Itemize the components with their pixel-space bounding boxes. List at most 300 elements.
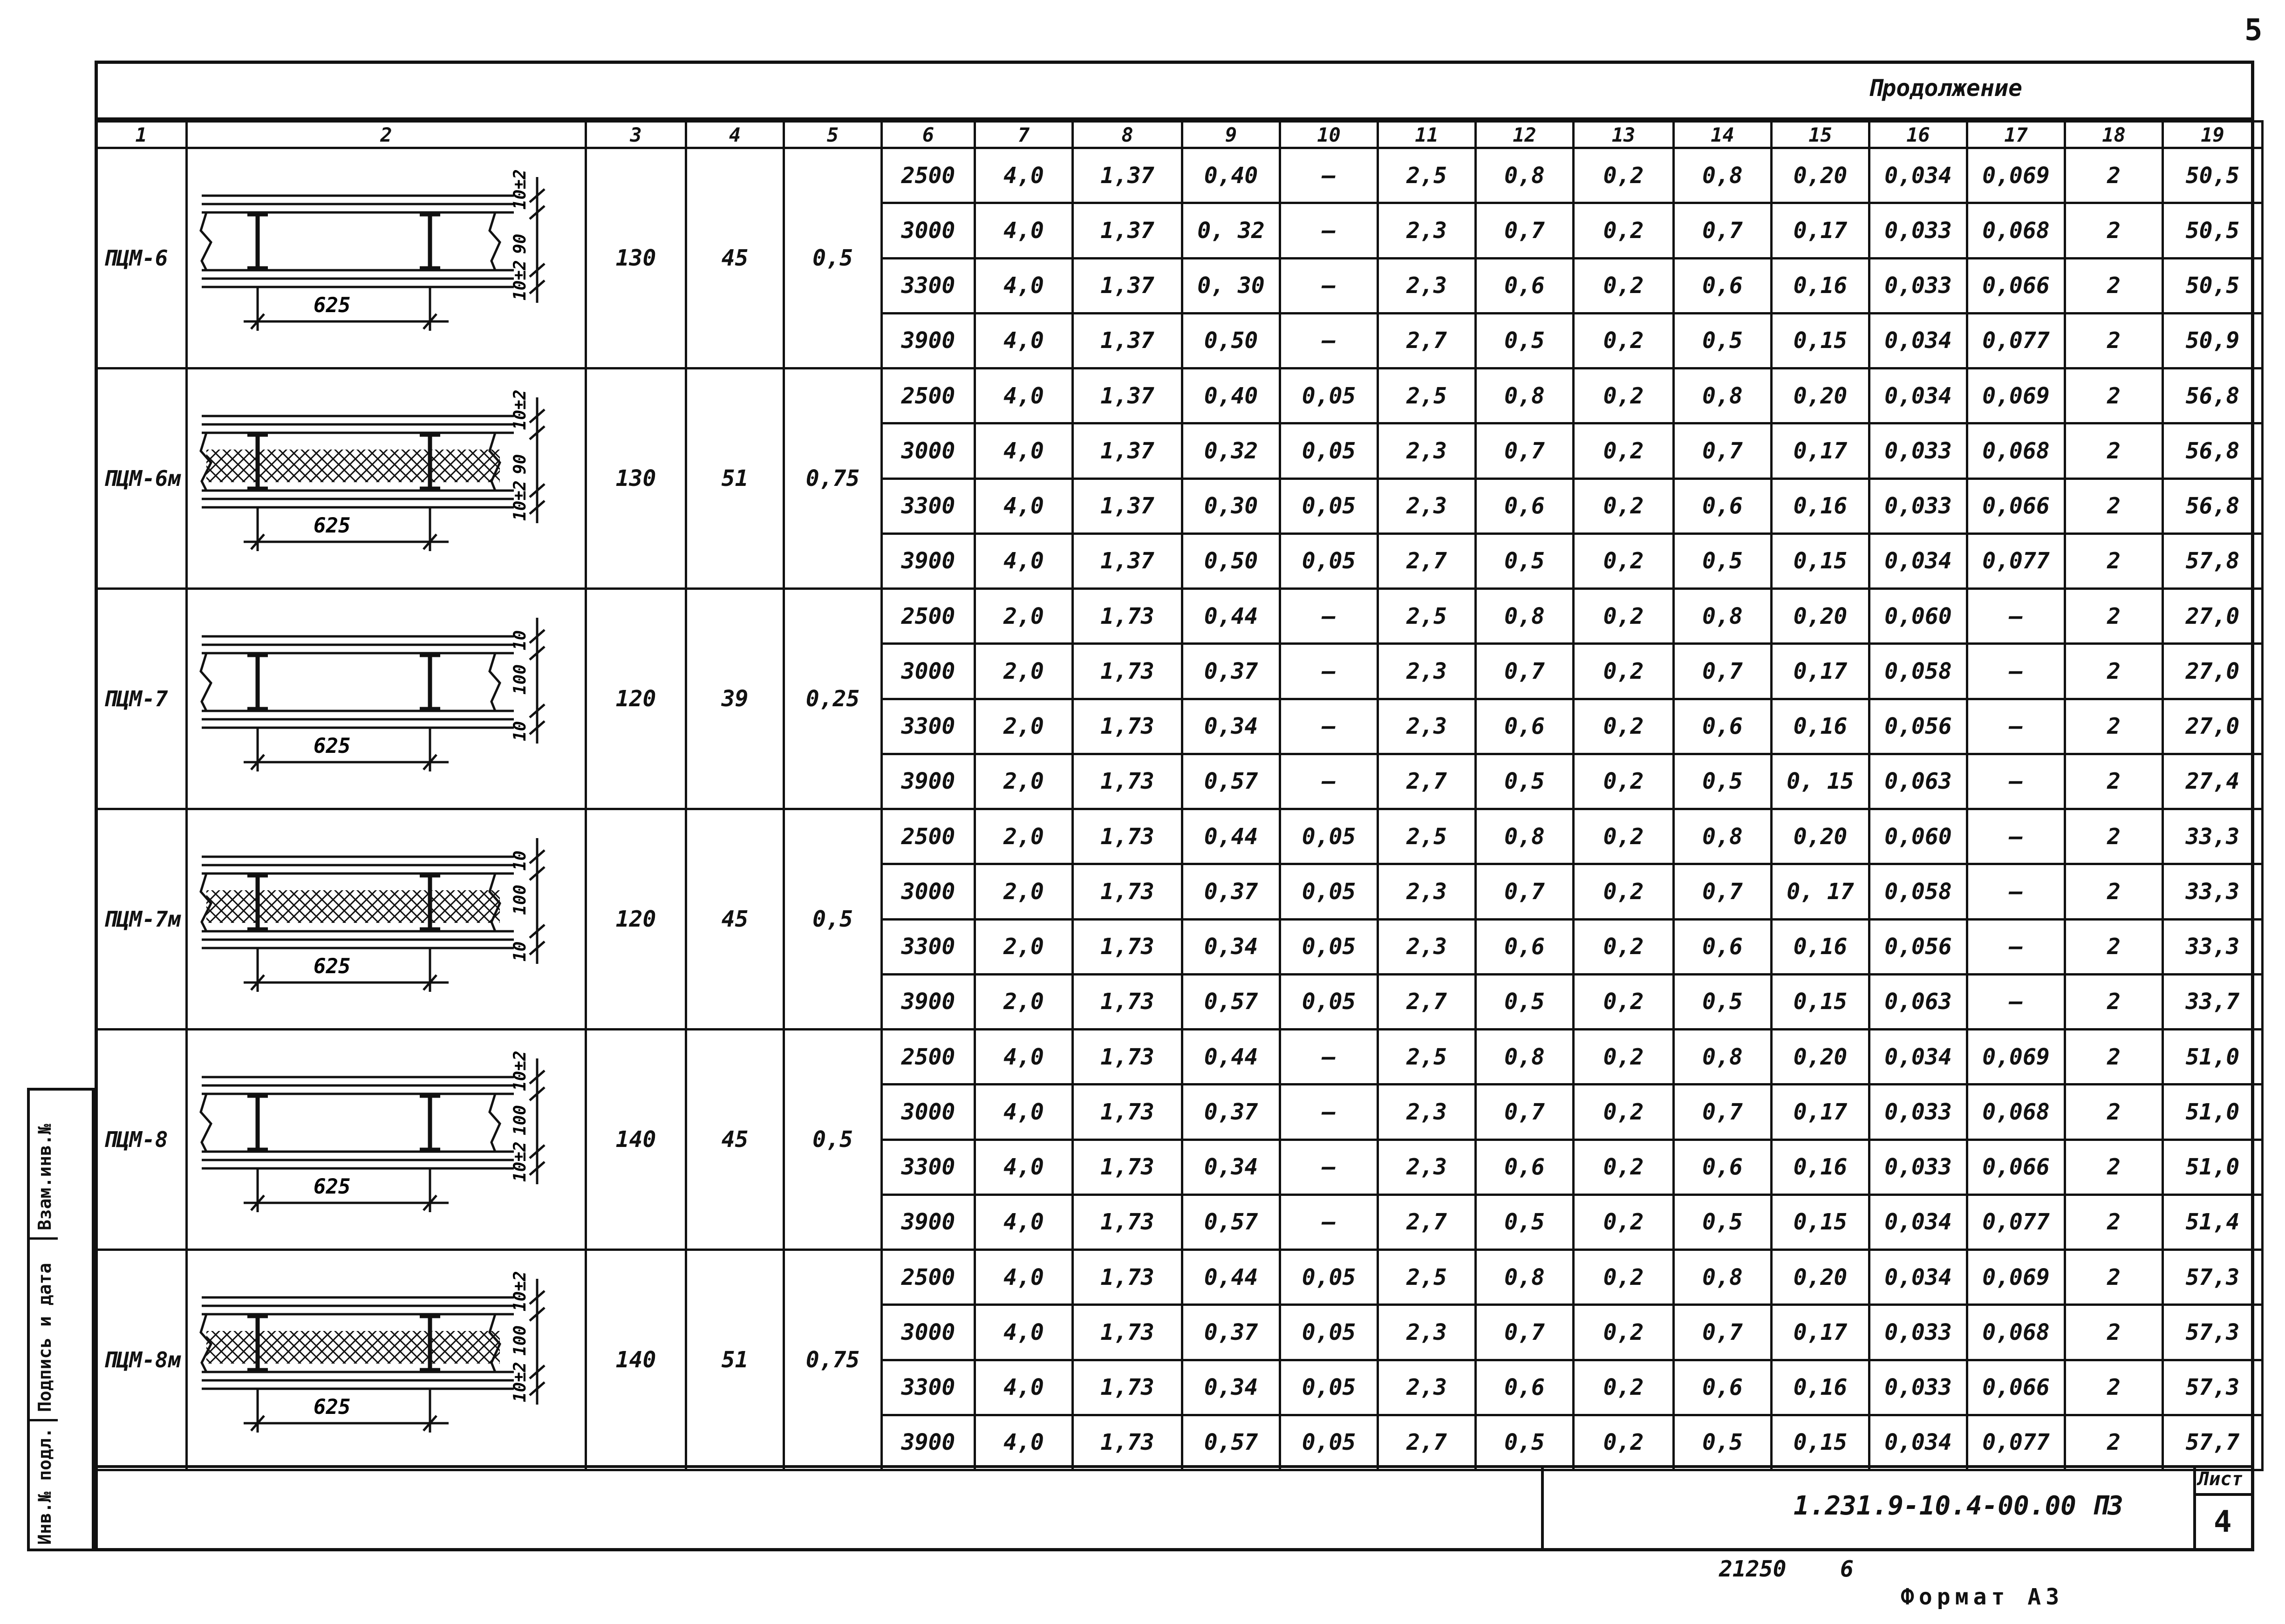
table-cell: 0,44 [1182, 1250, 1280, 1305]
table-cell: 0,2 [1574, 974, 1674, 1029]
panel-c5: 0,75 [784, 368, 882, 589]
table-cell: 1,73 [1073, 974, 1182, 1029]
table-cell: 2,7 [1378, 974, 1476, 1029]
table-cell: 0,7 [1674, 644, 1772, 699]
table-cell: 2 [2065, 644, 2163, 699]
table-cell: 2 [2065, 1030, 2163, 1085]
table-cell: 0,034 [1869, 1415, 1967, 1470]
table-cell: 3900 [882, 1415, 975, 1470]
column-header: 12 [1476, 122, 1574, 148]
panel-c4: 45 [686, 809, 784, 1030]
table-cell: 2,7 [1378, 533, 1476, 588]
table-row [96, 589, 2263, 644]
table-cell: 0,16 [1772, 919, 1869, 974]
table-cell: 0,5 [1476, 974, 1574, 1029]
table-cell: 4,0 [975, 1140, 1073, 1194]
table-cell: 2,0 [975, 974, 1073, 1029]
table-cell: 27,0 [2163, 589, 2263, 644]
table-cell: 0,5 [1674, 313, 1772, 368]
panel-mark: ПЦМ-8м [96, 1250, 187, 1470]
table-cell: 33,3 [2163, 864, 2263, 919]
table-cell: 0,077 [1967, 313, 2065, 368]
table-cell: 0,033 [1869, 478, 1967, 533]
table-cell: 0,8 [1674, 589, 1772, 644]
table-cell: 27,0 [2163, 644, 2263, 699]
panel-section-drawing [188, 810, 585, 1028]
panel-c4: 39 [686, 589, 784, 809]
table-cell: 0,2 [1574, 1305, 1674, 1360]
table-cell: 0,2 [1574, 533, 1674, 588]
table-cell: 0,5 [1476, 1194, 1574, 1249]
title-block-divider [1541, 1465, 1544, 1551]
table-cell: 0, 15 [1772, 754, 1869, 809]
table-cell: 0,5 [1674, 533, 1772, 588]
table-cell: 0,034 [1869, 1194, 1967, 1249]
sheet-label: Лист [2198, 1468, 2243, 1490]
table-cell: 2 [2065, 1085, 2163, 1140]
table-cell: 0,034 [1869, 533, 1967, 588]
table-cell: 0,2 [1574, 1194, 1674, 1249]
table-cell: 0,056 [1869, 699, 1967, 754]
table-cell: 2,3 [1378, 258, 1476, 313]
table-cell: 0,57 [1182, 974, 1280, 1029]
table-cell: 4,0 [975, 478, 1073, 533]
table-cell: 0,2 [1574, 864, 1674, 919]
table-cell: 0,066 [1967, 478, 2065, 533]
side-stamp-cell [30, 1091, 58, 1240]
side-stamp-exchange: Взам.инв.№ [34, 1124, 55, 1230]
side-stamp [27, 1088, 95, 1551]
table-cell: 1,73 [1073, 1250, 1182, 1305]
table-cell: 2,5 [1378, 1250, 1476, 1305]
table-cell: 1,37 [1073, 423, 1182, 478]
table-cell: 1,73 [1073, 699, 1182, 754]
table-cell: — [1967, 589, 2065, 644]
side-stamp-cell [30, 1421, 58, 1552]
table-cell: 0,15 [1772, 533, 1869, 588]
table-cell: 0,2 [1574, 368, 1674, 423]
table-cell: 2 [2065, 313, 2163, 368]
table-cell: 0,2 [1574, 1140, 1674, 1194]
insulation-hatch [206, 1331, 500, 1364]
table-cell: 0,05 [1280, 1360, 1378, 1415]
table-cell: 4,0 [975, 533, 1073, 588]
table-cell: 2500 [882, 809, 975, 864]
panel-c3: 140 [586, 1030, 686, 1250]
table-cell: 0,6 [1476, 1360, 1574, 1415]
table-cell: 51,0 [2163, 1030, 2263, 1085]
column-header: 10 [1280, 122, 1378, 148]
table-cell: 0,8 [1476, 1030, 1574, 1085]
table-cell: 0,068 [1967, 423, 2065, 478]
column-header: 17 [1967, 122, 2065, 148]
table-cell: — [1280, 313, 1378, 368]
table-cell: — [1280, 203, 1378, 258]
table-cell: 0,8 [1476, 809, 1574, 864]
table-cell: 0,077 [1967, 1194, 2065, 1249]
span-dimension: 625 [314, 734, 351, 758]
table-cell: 1,73 [1073, 919, 1182, 974]
table-cell: — [1280, 258, 1378, 313]
table-cell: 2,7 [1378, 313, 1476, 368]
table-cell: — [1967, 919, 2065, 974]
table-cell: 0,37 [1182, 864, 1280, 919]
table-cell: 2,7 [1378, 1415, 1476, 1470]
sheet-number: 4 [2214, 1505, 2232, 1539]
table-cell: 2,0 [975, 589, 1073, 644]
table-cell: 2 [2065, 809, 2163, 864]
table-cell: 0,44 [1182, 809, 1280, 864]
panel-mark: ПЦМ-6м [96, 368, 187, 589]
table-cell: 2 [2065, 864, 2163, 919]
panel-c5: 0,25 [784, 589, 882, 809]
table-cell: 0,37 [1182, 1305, 1280, 1360]
column-header: 16 [1869, 122, 1967, 148]
table-cell: 1,37 [1073, 148, 1182, 203]
table-cell: 3300 [882, 1360, 975, 1415]
table-cell: — [1967, 754, 2065, 809]
table-cell: 0,2 [1574, 699, 1674, 754]
spec-table [95, 120, 2264, 1471]
table-cell: 1,73 [1073, 864, 1182, 919]
table-cell: 0,034 [1869, 313, 1967, 368]
table-cell: 0,20 [1772, 148, 1869, 203]
page-number: 5 [2244, 13, 2263, 48]
table-cell: 1,37 [1073, 368, 1182, 423]
table-cell: 0,2 [1574, 754, 1674, 809]
table-cell: 0,033 [1869, 258, 1967, 313]
table-cell: 4,0 [975, 1250, 1073, 1305]
table-cell: 0,2 [1574, 423, 1674, 478]
panel-c5: 0,75 [784, 1250, 882, 1470]
table-cell: 0,2 [1574, 1415, 1674, 1470]
top-dimension: 10±2 [511, 1271, 530, 1311]
top-dimension: 10±2 [511, 169, 530, 210]
panel-section-drawing [188, 1251, 585, 1469]
table-cell: 0,37 [1182, 1085, 1280, 1140]
table-cell: 3900 [882, 754, 975, 809]
bottom-dimension: 10±2 [511, 1362, 530, 1402]
table-cell: 4,0 [975, 258, 1073, 313]
title-block-divider [2193, 1493, 2254, 1496]
core-dimension: 100 [511, 884, 530, 915]
table-cell: 2 [2065, 203, 2163, 258]
table-cell: 2,0 [975, 699, 1073, 754]
table-cell: 0,32 [1182, 423, 1280, 478]
table-cell: 0,2 [1574, 1085, 1674, 1140]
table-cell: 0,7 [1674, 423, 1772, 478]
table-cell: 0,05 [1280, 864, 1378, 919]
table-cell: 1,37 [1073, 203, 1182, 258]
table-cell: 2,5 [1378, 148, 1476, 203]
table-cell: 4,0 [975, 1305, 1073, 1360]
table-cell: 2,3 [1378, 1305, 1476, 1360]
table-cell: 1,37 [1073, 533, 1182, 588]
table-cell: 1,37 [1073, 258, 1182, 313]
column-header: 11 [1378, 122, 1476, 148]
table-cell: 0,5 [1476, 754, 1574, 809]
column-header: 5 [784, 122, 882, 148]
table-cell: 2,3 [1378, 864, 1476, 919]
table-cell: 0,066 [1967, 258, 2065, 313]
table-cell: 3000 [882, 644, 975, 699]
table-cell: 0,34 [1182, 1140, 1280, 1194]
table-cell: 0,5 [1674, 1415, 1772, 1470]
panel-c3: 120 [586, 809, 686, 1030]
table-cell: 0,6 [1674, 699, 1772, 754]
table-cell: 2 [2065, 148, 2163, 203]
table-cell: 2 [2065, 1250, 2163, 1305]
table-cell: 0,15 [1772, 313, 1869, 368]
table-cell: 2,3 [1378, 1085, 1476, 1140]
table-cell: 0,50 [1182, 313, 1280, 368]
table-cell: — [1280, 754, 1378, 809]
table-cell: 4,0 [975, 1030, 1073, 1085]
table-cell: 0,2 [1574, 1030, 1674, 1085]
table-cell: 0,7 [1476, 644, 1574, 699]
table-cell: 2,0 [975, 644, 1073, 699]
panel-sketch [187, 368, 586, 589]
table-cell: 0,20 [1772, 589, 1869, 644]
panel-mark: ПЦМ-8 [96, 1030, 187, 1250]
table-cell: 0,2 [1574, 1250, 1674, 1305]
table-cell: — [1280, 699, 1378, 754]
table-cell: 57,3 [2163, 1250, 2263, 1305]
table-cell: 0,5 [1476, 1415, 1574, 1470]
table-cell: 0,034 [1869, 368, 1967, 423]
table-cell: 2,3 [1378, 478, 1476, 533]
table-cell: 0,2 [1574, 148, 1674, 203]
table-cell: 0,16 [1772, 699, 1869, 754]
span-dimension: 625 [314, 955, 351, 978]
table-cell: 0,069 [1967, 148, 2065, 203]
table-cell: 3300 [882, 699, 975, 754]
table-cell: 2 [2065, 754, 2163, 809]
panel-sketch [187, 589, 586, 809]
core-dimension: 90 [511, 233, 530, 254]
span-dimension: 625 [314, 1395, 351, 1419]
table-cell: 0,57 [1182, 1415, 1280, 1470]
table-cell: 0, 17 [1772, 864, 1869, 919]
table-cell: 4,0 [975, 1415, 1073, 1470]
table-cell: 0,6 [1476, 478, 1574, 533]
table-cell: 0,066 [1967, 1140, 2065, 1194]
table-cell: 51,0 [2163, 1085, 2263, 1140]
table-cell: 0,2 [1574, 478, 1674, 533]
table-cell: 2 [2065, 1140, 2163, 1194]
core-dimension: 100 [511, 1105, 530, 1135]
table-cell: 0,44 [1182, 1030, 1280, 1085]
table-cell: 4,0 [975, 1085, 1073, 1140]
table-cell: 0,033 [1869, 203, 1967, 258]
table-cell: — [1967, 974, 2065, 1029]
table-cell: 3900 [882, 313, 975, 368]
table-cell: 0,060 [1869, 589, 1967, 644]
table-cell: 0,8 [1674, 1250, 1772, 1305]
bottom-dimension: 10±2 [511, 1141, 530, 1182]
table-cell: 0,7 [1674, 864, 1772, 919]
table-cell: 0,8 [1674, 1030, 1772, 1085]
table-cell: 0,056 [1869, 919, 1967, 974]
table-cell: 0,05 [1280, 423, 1378, 478]
table-cell: 0,17 [1772, 1305, 1869, 1360]
table-cell: 4,0 [975, 1360, 1073, 1415]
table-cell: 0,8 [1674, 368, 1772, 423]
table-cell: 2,5 [1378, 809, 1476, 864]
table-cell: 4,0 [975, 148, 1073, 203]
table-cell: 0,20 [1772, 368, 1869, 423]
table-cell: 0,058 [1869, 644, 1967, 699]
table-cell: 0,30 [1182, 478, 1280, 533]
table-cell: 0,16 [1772, 1140, 1869, 1194]
table-cell: 0,7 [1476, 1305, 1574, 1360]
table-cell: 0,15 [1772, 974, 1869, 1029]
column-header: 13 [1574, 122, 1674, 148]
table-cell: 0,033 [1869, 1360, 1967, 1415]
insulation-hatch [206, 890, 500, 923]
table-cell: 2500 [882, 1030, 975, 1085]
table-cell: 0,6 [1674, 919, 1772, 974]
table-cell: 2,7 [1378, 754, 1476, 809]
table-cell: 2 [2065, 1194, 2163, 1249]
table-cell: 33,7 [2163, 974, 2263, 1029]
table-cell: 0,2 [1574, 258, 1674, 313]
table-cell: 0,05 [1280, 478, 1378, 533]
panel-c4: 51 [686, 1250, 784, 1470]
table-cell: 0,17 [1772, 644, 1869, 699]
table-cell: 0,05 [1280, 919, 1378, 974]
table-cell: 57,8 [2163, 533, 2263, 588]
table-cell: 0,2 [1574, 589, 1674, 644]
table-cell: 0,069 [1967, 368, 2065, 423]
table-cell: — [1967, 699, 2065, 754]
table-cell: 3300 [882, 1140, 975, 1194]
table-cell: 33,3 [2163, 919, 2263, 974]
column-header: 6 [882, 122, 975, 148]
table-cell: 3900 [882, 533, 975, 588]
table-cell: 0,8 [1476, 368, 1574, 423]
table-cell: 0,033 [1869, 1085, 1967, 1140]
table-cell: 2 [2065, 423, 2163, 478]
table-cell: 4,0 [975, 423, 1073, 478]
table-cell: 1,37 [1073, 313, 1182, 368]
table-cell: 0,15 [1772, 1415, 1869, 1470]
table-cell: 0,6 [1674, 1140, 1772, 1194]
table-cell: 2,3 [1378, 919, 1476, 974]
table-cell: 57,3 [2163, 1360, 2263, 1415]
table-cell: 56,8 [2163, 478, 2263, 533]
table-cell: 0,068 [1967, 1085, 2065, 1140]
table-cell: 0,7 [1674, 1085, 1772, 1140]
table-cell: — [1967, 644, 2065, 699]
panel-mark: ПЦМ-6 [96, 148, 187, 368]
panel-sketch [187, 809, 586, 1030]
table-cell: 56,8 [2163, 368, 2263, 423]
table-cell: — [1967, 809, 2065, 864]
table-cell: 2 [2065, 974, 2163, 1029]
column-header: 8 [1073, 122, 1182, 148]
column-header: 15 [1772, 122, 1869, 148]
table-cell: 0,05 [1280, 1305, 1378, 1360]
span-dimension: 625 [314, 1175, 351, 1199]
table-cell: 2 [2065, 478, 2163, 533]
table-cell: 0,17 [1772, 1085, 1869, 1140]
table-cell: 1,73 [1073, 644, 1182, 699]
table-cell: — [1280, 1030, 1378, 1085]
insulation-hatch [206, 450, 500, 482]
document-code: 1.231.9-10.4-00.00 ПЗ [1794, 1491, 2124, 1521]
table-cell: 2 [2065, 919, 2163, 974]
table-cell: 2,0 [975, 809, 1073, 864]
table-cell: 0,5 [1674, 754, 1772, 809]
panel-c4: 45 [686, 1030, 784, 1250]
table-cell: 0,34 [1182, 1360, 1280, 1415]
column-header: 4 [686, 122, 784, 148]
table-cell: 0,16 [1772, 478, 1869, 533]
core-dimension: 100 [511, 1325, 530, 1356]
bottom-dimension: 10±2 [511, 260, 530, 300]
table-cell: 2 [2065, 589, 2163, 644]
table-cell: 0,069 [1967, 1250, 2065, 1305]
table-cell: 57,7 [2163, 1415, 2263, 1470]
table-row [96, 1030, 2263, 1085]
table-cell: — [1280, 1194, 1378, 1249]
table-cell: 2500 [882, 368, 975, 423]
table-cell: 0,7 [1476, 864, 1574, 919]
panel-section-drawing [188, 1030, 585, 1249]
table-cell: 0,2 [1574, 644, 1674, 699]
continuation-label: Продолжение [1868, 75, 2023, 102]
title-block-divider [2193, 1465, 2196, 1551]
table-cell: 0,17 [1772, 203, 1869, 258]
column-header: 7 [975, 122, 1073, 148]
table-cell: 0,068 [1967, 1305, 2065, 1360]
table-cell: 2500 [882, 589, 975, 644]
table-cell: 50,5 [2163, 203, 2263, 258]
panel-section-drawing [188, 369, 585, 587]
table-cell: 0,15 [1772, 1194, 1869, 1249]
table-cell: 1,73 [1073, 1030, 1182, 1085]
table-cell: 0,40 [1182, 148, 1280, 203]
table-cell: 1,73 [1073, 589, 1182, 644]
table-cell: 2 [2065, 368, 2163, 423]
table-cell: 0,20 [1772, 1250, 1869, 1305]
table-cell: 0,5 [1476, 533, 1574, 588]
table-cell: 51,0 [2163, 1140, 2263, 1194]
table-cell: — [1967, 864, 2065, 919]
table-cell: 1,37 [1073, 478, 1182, 533]
table-cell: 0,05 [1280, 533, 1378, 588]
panel-c3: 130 [586, 368, 686, 589]
table-cell: 27,0 [2163, 699, 2263, 754]
table-cell: 1,73 [1073, 754, 1182, 809]
table-cell: 0,2 [1574, 809, 1674, 864]
top-dimension: 10±2 [511, 1051, 530, 1091]
table-cell: 50,5 [2163, 148, 2263, 203]
table-cell: 0,063 [1869, 974, 1967, 1029]
table-cell: 2,3 [1378, 644, 1476, 699]
column-header: 3 [586, 122, 686, 148]
table-cell: 3000 [882, 203, 975, 258]
table-cell: 3000 [882, 1085, 975, 1140]
panel-c5: 0,5 [784, 148, 882, 368]
copy-number: 6 [1840, 1556, 1854, 1582]
table-cell: 51,4 [2163, 1194, 2263, 1249]
table-cell: 2,5 [1378, 1030, 1476, 1085]
table-cell: 3000 [882, 864, 975, 919]
bottom-dimension: 10±2 [511, 480, 530, 521]
table-cell: 4,0 [975, 313, 1073, 368]
